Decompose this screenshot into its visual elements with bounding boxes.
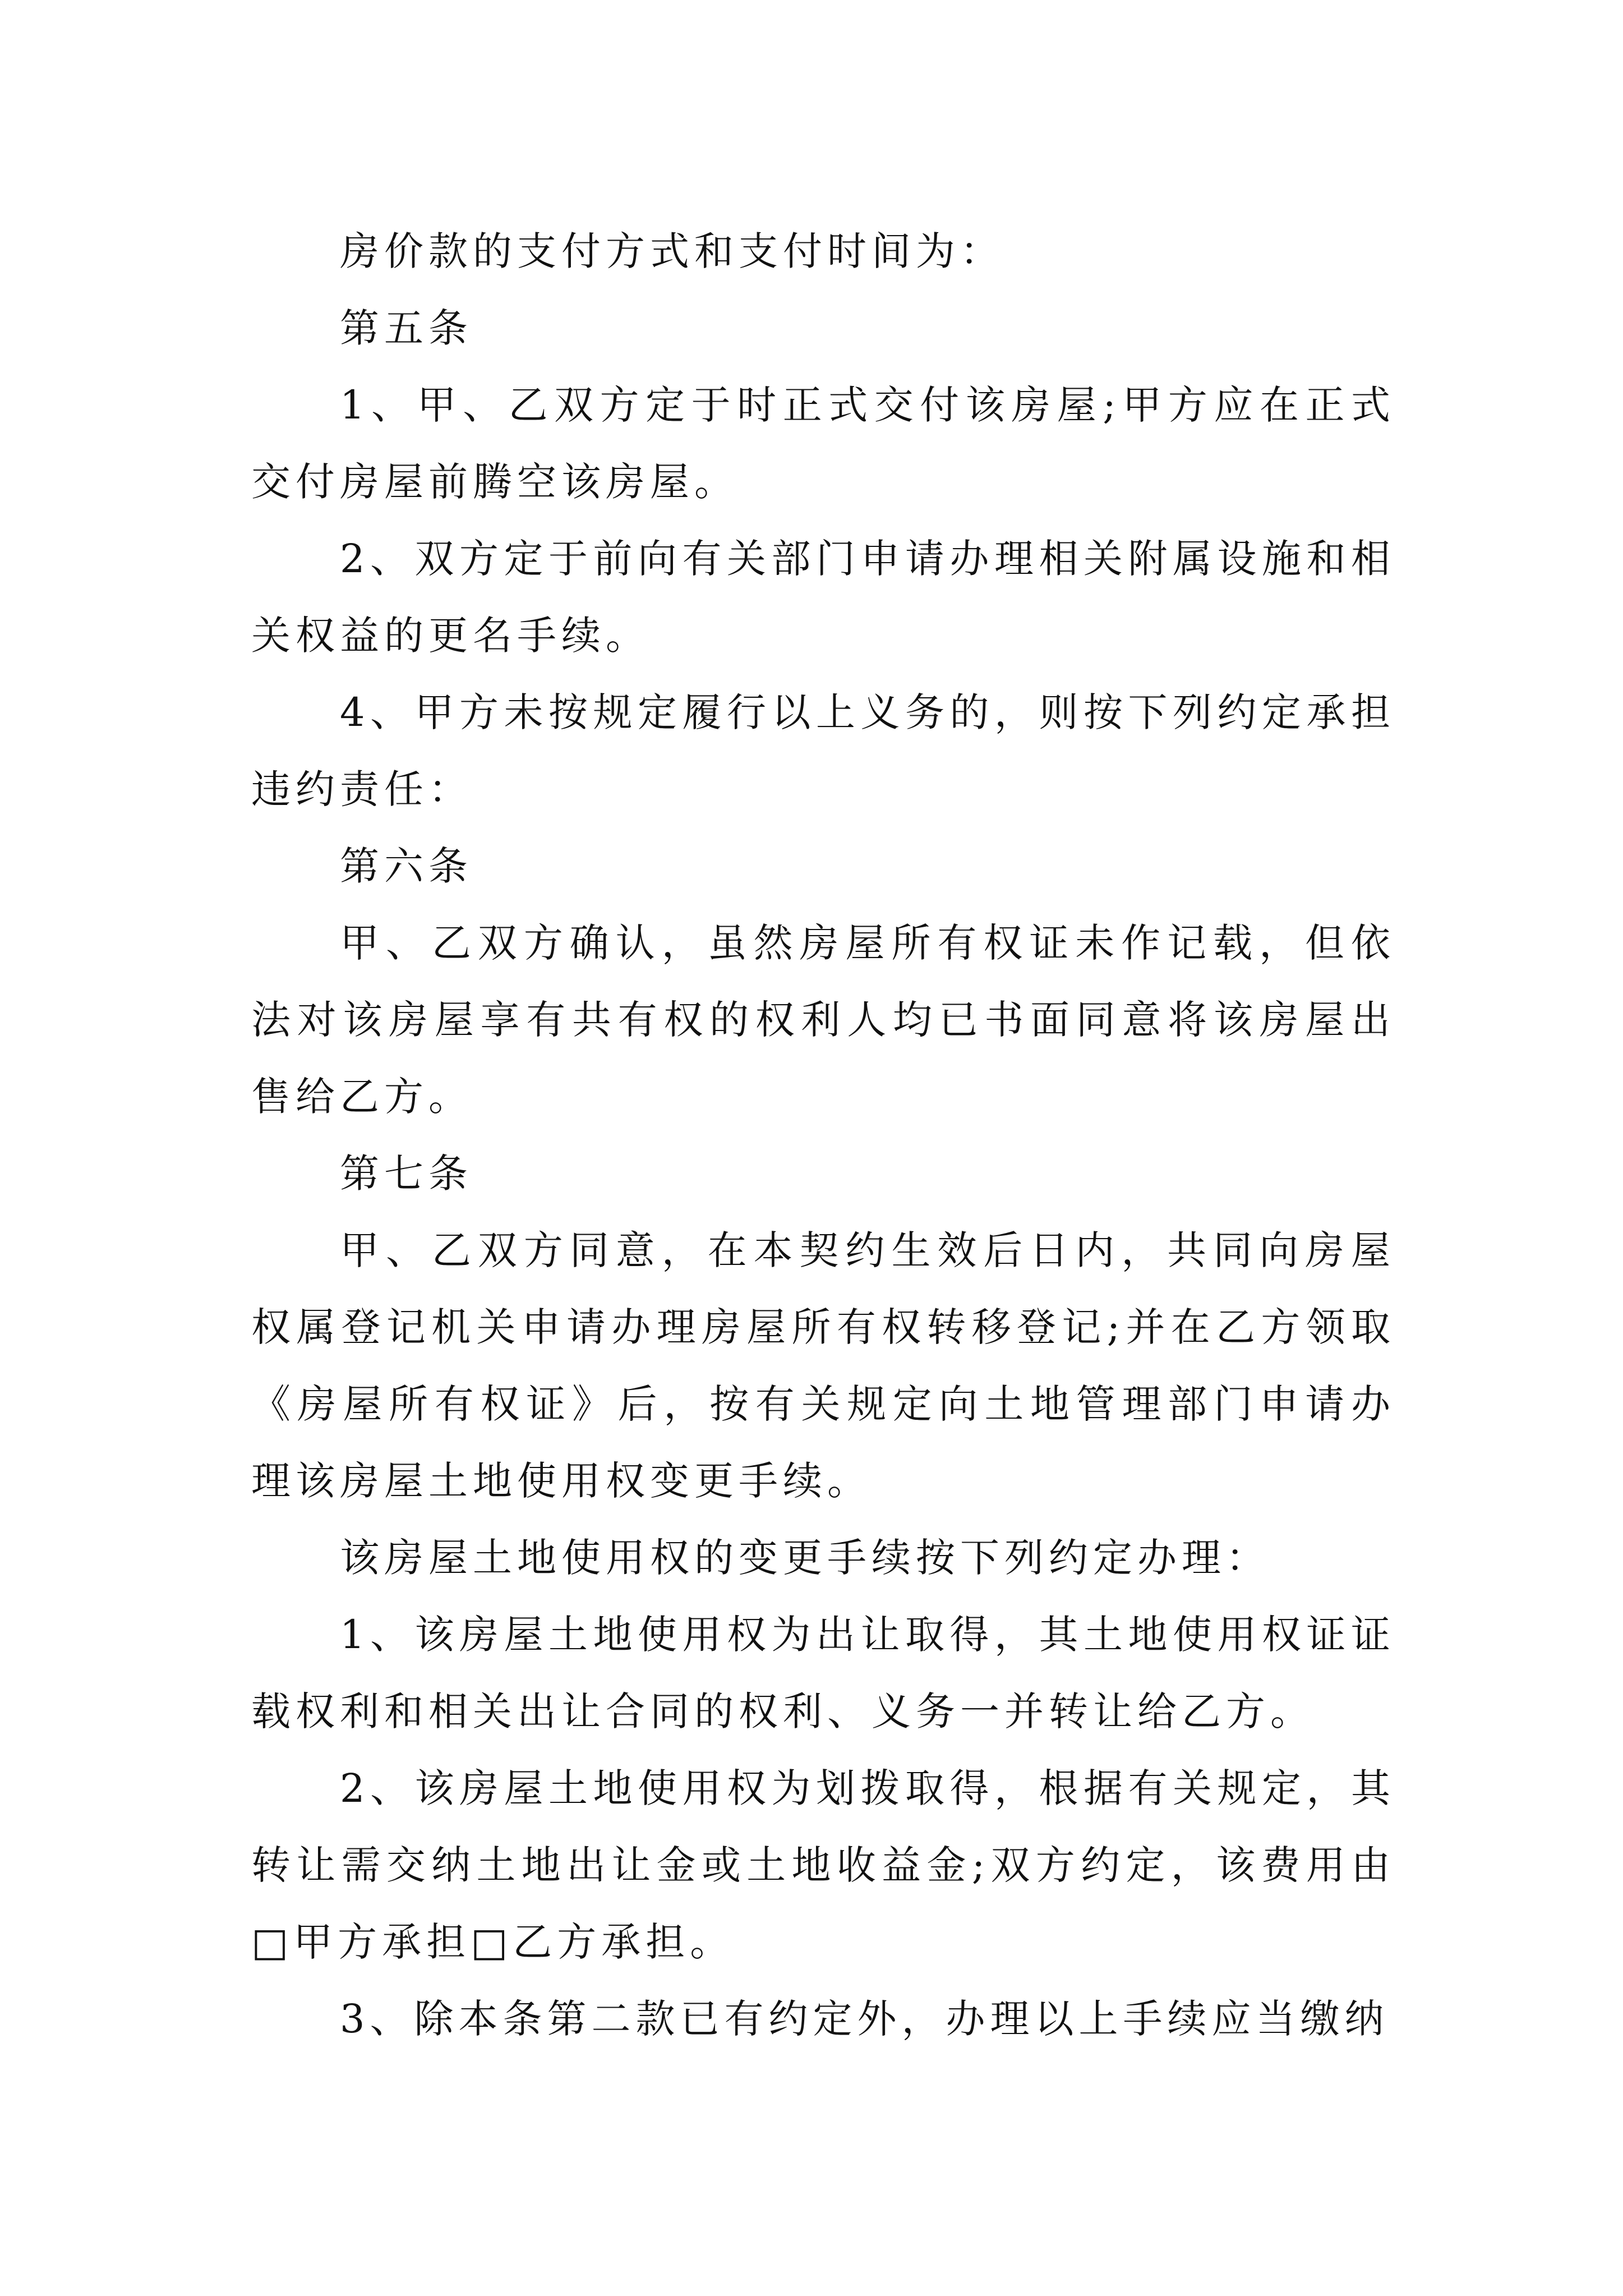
document-body — [251, 213, 1395, 2058]
article-heading-7: 第七条 — [340, 1151, 473, 1197]
article-heading-6: 第六条 — [340, 843, 473, 889]
paragraph-7: 甲、乙双方同意，在本契约生效后日内，共同向房屋权属登记机关申请办理房屋所有权转移登记;并在乙方领取《房屋所有权证》后，按有关规定向土地管理部门申请办理该房屋土地使用权变更手续。 — [251, 1227, 1395, 1504]
paragraph-7-land-intro: 该房屋土地使用权的变更手续按下列约定办理： — [340, 1535, 1270, 1581]
paragraph-7-land-3: 3、除本条第二款已有约定外，办理以上手续应当缴纳 — [340, 1996, 1389, 2042]
paragraph-7-land-2: 2、该房屋土地使用权为划拨取得，根据有关规定，其转让需交纳土地出让金或土地收益金;双方约定，该费用由□甲方承担□乙方承担。 — [251, 1765, 1395, 1965]
paragraph-5-2: 2、双方定于前向有关部门申请办理相关附属设施和相关权益的更名手续。 — [251, 536, 1395, 659]
paragraph-7-land-1: 1、该房屋土地使用权为出让取得，其土地使用权证证载权利和相关出让合同的权利、义务一并转让给乙方。 — [251, 1612, 1395, 1734]
paragraph-payment-terms: 房价款的支付方式和支付时间为： — [340, 228, 1004, 274]
paragraph-6: 甲、乙双方确认，虽然房屋所有权证未作记载，但依法对该房屋享有共有权的权利人均已书面同意将该房屋出售给乙方。 — [251, 920, 1395, 1120]
article-heading-5: 第五条 — [340, 305, 473, 351]
paragraph-5-1: 1、甲、乙双方定于时正式交付该房屋;甲方应在正式交付房屋前腾空该房屋。 — [251, 382, 1395, 505]
paragraph-5-4: 4、甲方未按规定履行以上义务的，则按下列约定承担违约责任： — [251, 689, 1395, 812]
